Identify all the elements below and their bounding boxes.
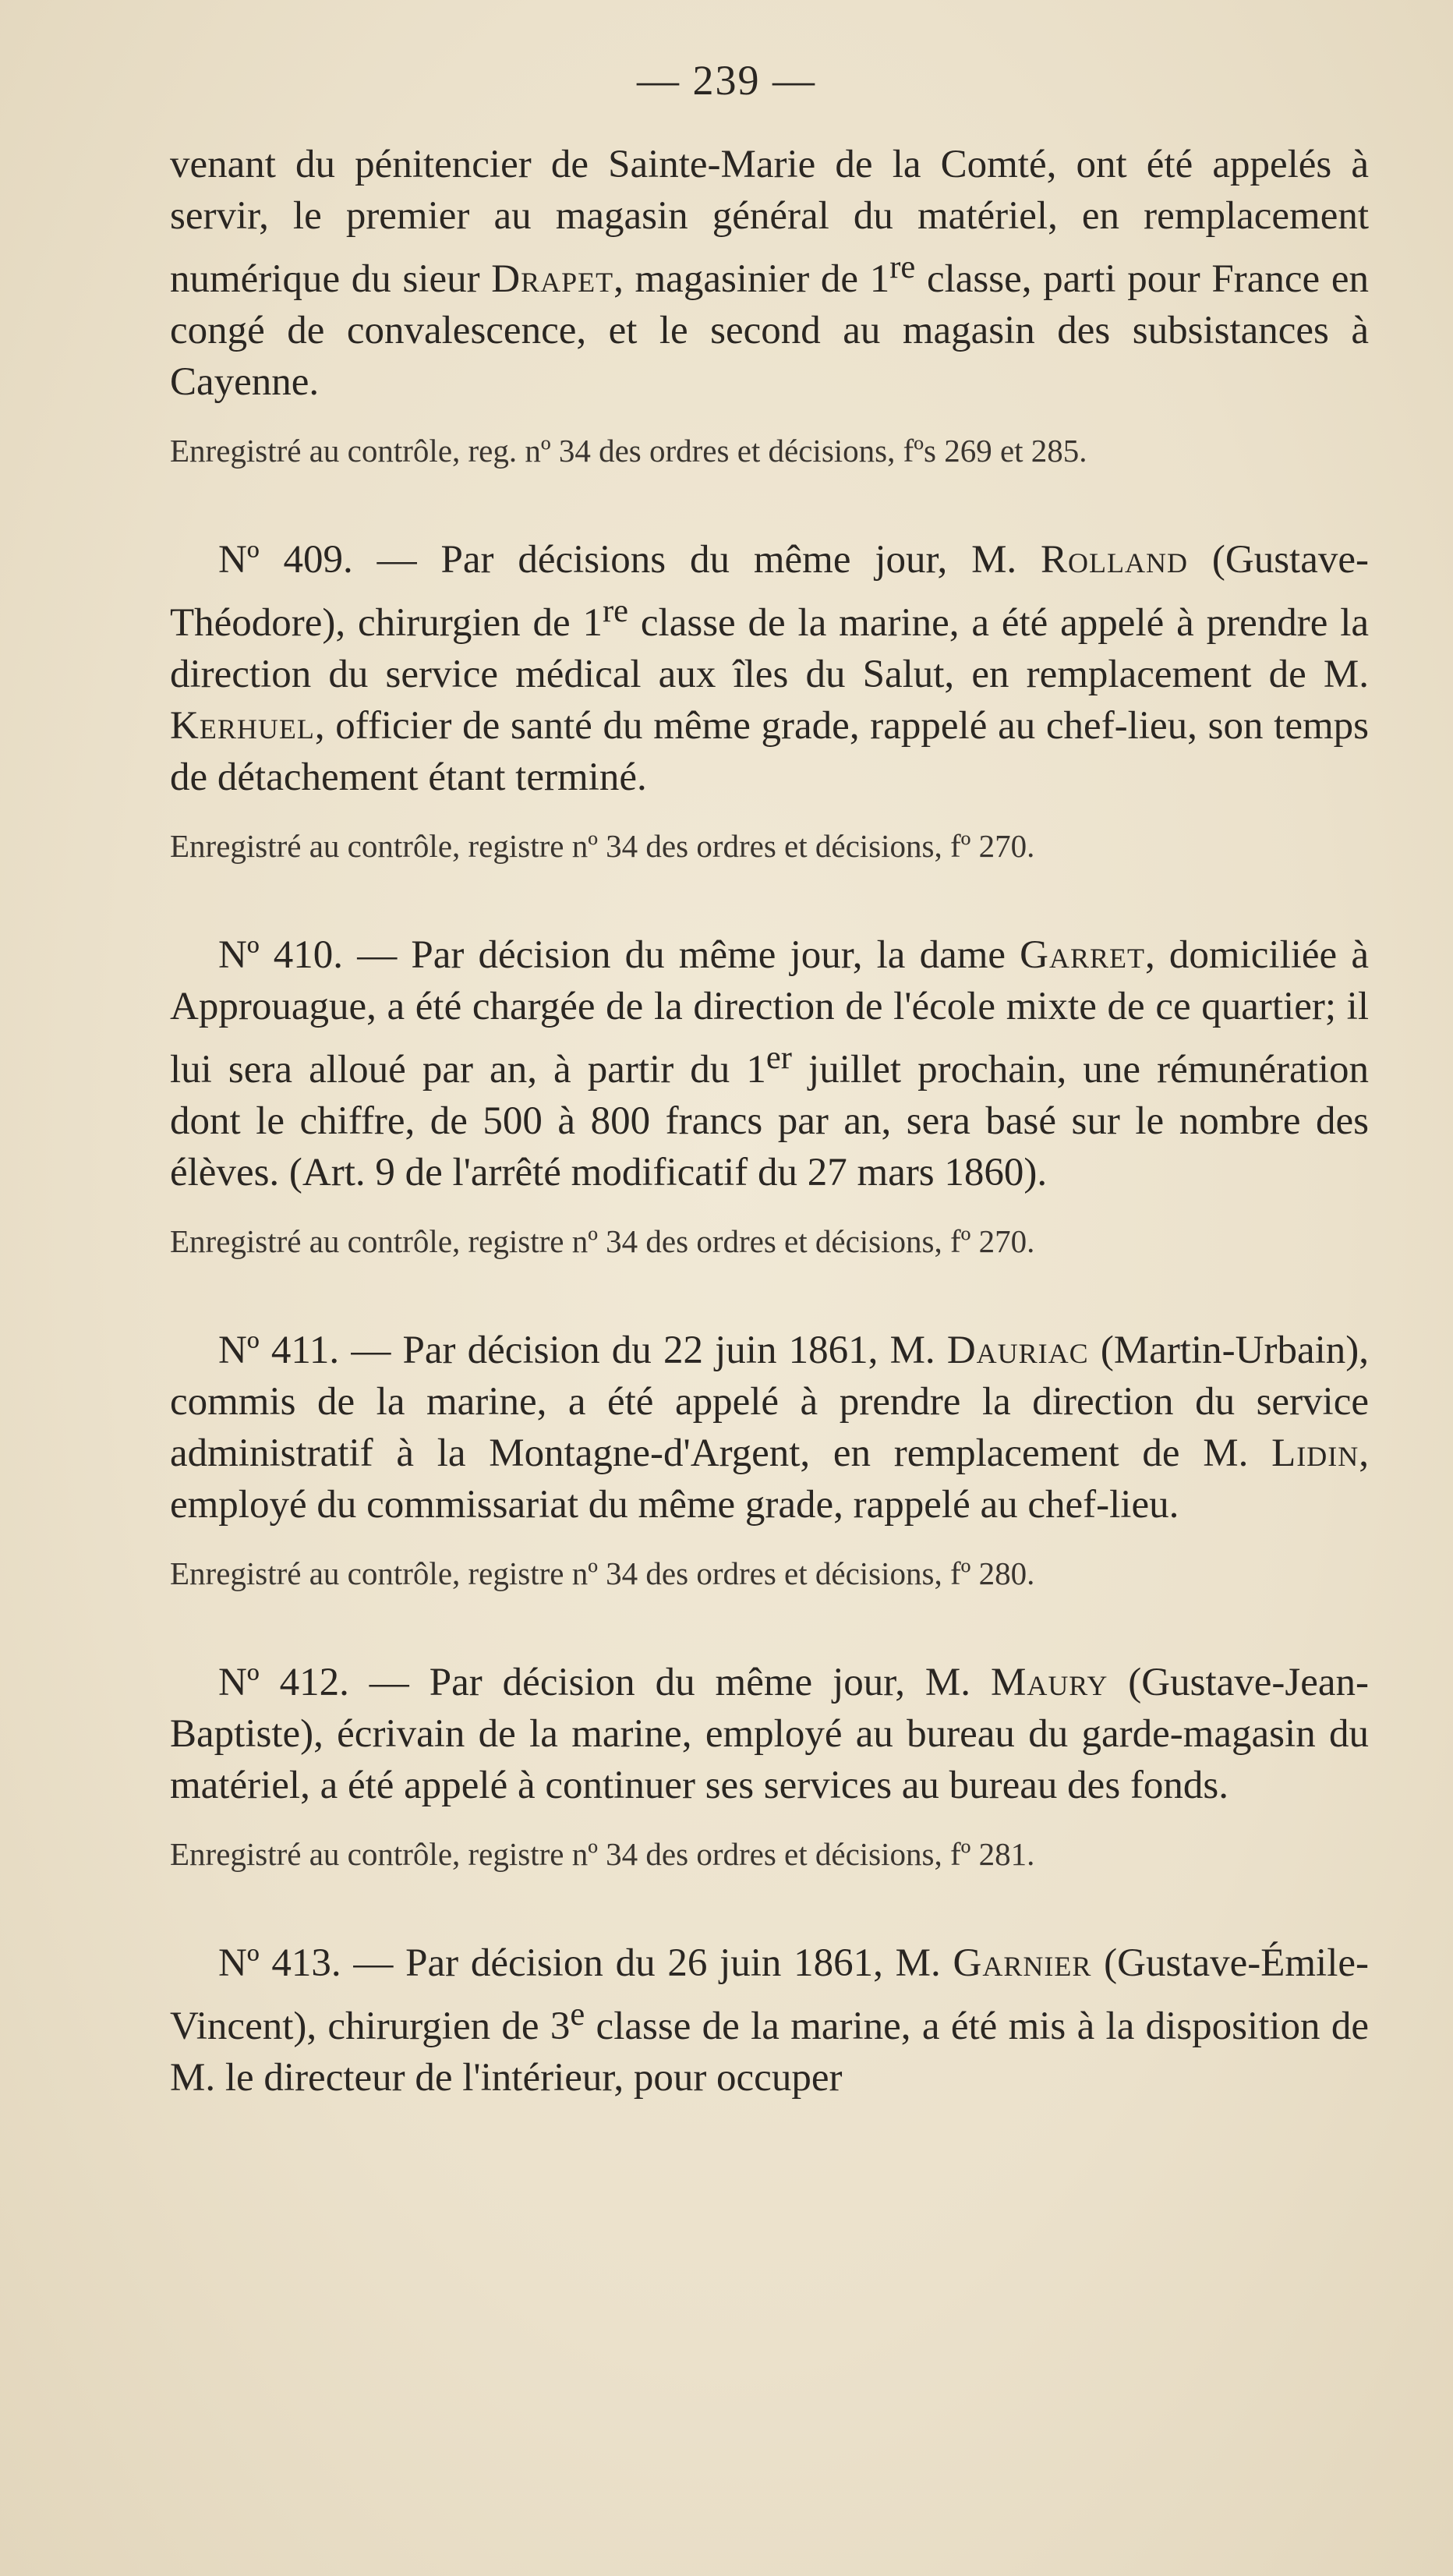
text-run: classe de la marine, a été mis à la disposition de M. le directeur de l'intérieur, pour occuper — [170, 2005, 1369, 2100]
text-run: (Gustave-Théodore), chirurgien de 1 — [170, 538, 1369, 645]
text-body — [170, 139, 1369, 2104]
decision-entry-411 — [170, 1325, 1369, 1530]
text-run: Nº 410. — Par décision du même jour, la dame — [218, 933, 1020, 977]
person-name: Garret — [1020, 933, 1146, 977]
decision-entry-413 — [170, 1937, 1369, 2104]
text-run: , domiciliée à Approuague, a été chargée de la direction de l'école mixte de ce quartier; il lui sera alloué par an, à partir du 1 — [170, 933, 1369, 1092]
text-run: , officier de santé du même grade, rappelé au chef-lieu, son temps de détachement étant terminé. — [170, 704, 1369, 799]
text-run: Nº 409. — Par décisions du même jour, M. — [218, 538, 1041, 582]
text-run: classe de la marine, a été appelé à prendre la direction du service médical aux îles du Salut, en remplacement de M. — [170, 601, 1370, 696]
decision-entry-409 — [170, 534, 1369, 803]
text-run: (Gustave-Émile-Vincent), chirurgien de 3 — [170, 1941, 1369, 2048]
person-name: Drapet — [491, 257, 614, 301]
person-name: Maury — [990, 1661, 1108, 1704]
text-run: (Martin-Urbain), commis de la marine, a été appelé à prendre la direction du service administratif à la Montagne-d'Argent, en remplacement de M. — [170, 1329, 1369, 1475]
registration-note: Enregistré au contrôle, registre nº 34 des ordres et décisions, fº 280. — [170, 1555, 1035, 1591]
person-name: Kerhuel — [170, 704, 315, 748]
text-run: juillet prochain, une rémunération dont le chiffre, de 500 à 800 francs par an, sera basé sur le nombre des élèves. (Art. 9 de l'arrêté modificatif du 27 mars 1860). — [170, 1048, 1369, 1194]
ordinal-suffix: re — [603, 593, 629, 629]
registration-note: Enregistré au contrôle, reg. nº 34 des ordres et décisions, fºs 269 et 285. — [170, 433, 1087, 469]
continuation-paragraph — [170, 139, 1369, 408]
text-run: venant du pénitencier de Sainte-Marie de la Comté, ont été appelés à servir, le premier au magasin général du matériel, en remplacement numérique du sieur — [170, 143, 1369, 301]
person-name: Dauriac — [946, 1329, 1089, 1372]
ordinal-suffix: re — [889, 249, 916, 285]
text-run: , magasinier de 1 — [613, 257, 890, 301]
registration-note: Enregistré au contrôle, registre nº 34 des ordres et décisions, fº 281. — [170, 1836, 1035, 1872]
decision-entry-412 — [170, 1657, 1369, 1811]
registration-note: Enregistré au contrôle, registre nº 34 des ordres et décisions, fº 270. — [170, 1223, 1035, 1259]
page-number: — 239 — — [637, 57, 816, 104]
text-run: , employé du commissariat du même grade, rappelé au chef-lieu. — [170, 1431, 1369, 1527]
text-run: classe, parti pour France en congé de convalescence, et le second au magasin des subsistances à Cayenne. — [170, 257, 1369, 404]
person-name: Lidin — [1271, 1431, 1359, 1475]
text-run: (Gustave-Jean-Baptiste), écrivain de la marine, employé au bureau du garde-magasin du matériel, a été appelé à continuer ses services au bureau des fonds. — [170, 1661, 1369, 1807]
person-name: Garnier — [953, 1941, 1092, 1985]
decision-entry-410 — [170, 929, 1369, 1198]
text-run: Nº 411. — Par décision du 22 juin 1861, M. — [218, 1329, 947, 1372]
text-run: Nº 413. — Par décision du 26 juin 1861, M. — [218, 1941, 953, 1985]
registration-note: Enregistré au contrôle, registre nº 34 des ordres et décisions, fº 270. — [170, 828, 1035, 864]
person-name: Rolland — [1041, 538, 1189, 582]
ordinal-suffix: e — [570, 1996, 585, 2033]
text-run: Nº 412. — Par décision du même jour, M. — [218, 1661, 991, 1704]
ordinal-suffix: er — [765, 1039, 792, 1076]
